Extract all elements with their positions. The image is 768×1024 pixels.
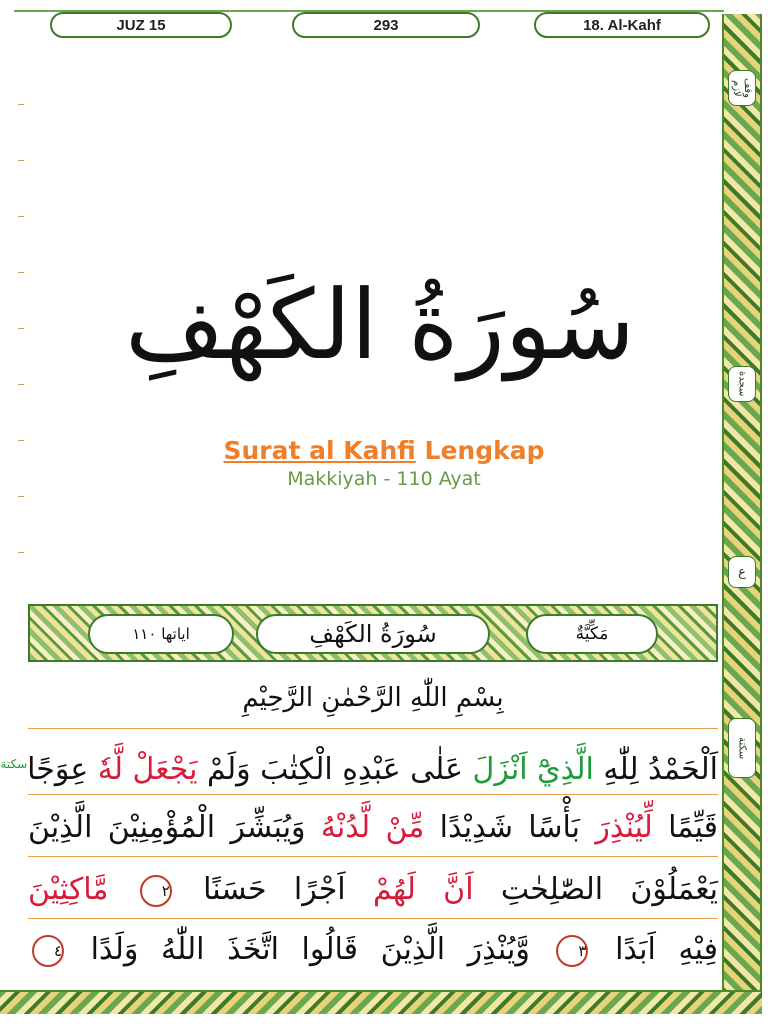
article-title [0, 436, 768, 465]
verse-text-tajweed: الَّذِيْٓ اَنْزَلَ [472, 752, 594, 787]
line-divider [28, 856, 718, 857]
banner-ayat-count: اياتها ١١٠ [88, 614, 234, 654]
verse-text-tajweed: يَجْعَلْ لَّهٗ [97, 752, 198, 787]
verse-line-4 [28, 922, 718, 978]
surah-subtitle: Makkiyah - 110 Ayat [287, 468, 481, 490]
surah-calligraphy-title: سُورَةُ الكَهْفِ [125, 269, 635, 381]
verse-text: اَلْحَمْدُ لِلّٰهِ [593, 752, 718, 787]
side-tab-ain[interactable]: ع [728, 556, 756, 588]
verse-text: قَيِّمًا [652, 810, 718, 845]
verse-text-tajweed: مَّاكِثِيْنَ [28, 872, 109, 907]
verse-text: اَجْرًا حَسَنًا [203, 872, 373, 907]
line-divider [28, 728, 718, 729]
verse-text: وَّيُنْذِرَ الَّذِيْنَ قَالُوا اتَّخَذَ اللّٰهُ وَلَدًا [90, 932, 530, 967]
side-tab-sajda[interactable]: سجدة [728, 366, 756, 402]
margin-tick [18, 104, 24, 105]
ornamental-bottom-border [0, 990, 762, 1014]
side-tab-saktah[interactable]: سكتة [728, 718, 756, 778]
juz-label: JUZ 15 [50, 12, 232, 38]
margin-tick [18, 328, 24, 329]
verse-line-1 [0, 736, 718, 792]
verse-text: عِوَجًا [27, 752, 98, 787]
verse-text-tajweed: مِّنْ لَّدُنْهُ [320, 810, 425, 845]
margin-tick [18, 496, 24, 497]
line-divider [28, 794, 718, 795]
margin-tick [18, 552, 24, 553]
ayah-number-marker: ٣ [556, 935, 588, 967]
ornamental-right-border [722, 14, 762, 1010]
margin-tick [18, 216, 24, 217]
verse-text: يَعْمَلُوْنَ الصّٰلِحٰتِ [473, 872, 719, 907]
verse-text-tajweed: لِّيُنْذِرَ [595, 810, 653, 845]
verse-line-2 [28, 800, 718, 856]
verse-line-3 [28, 862, 718, 918]
side-tab-waqf[interactable]: وقف لازم [728, 70, 756, 106]
line-divider [28, 918, 718, 919]
surah-label: 18. Al-Kahf [534, 12, 710, 38]
verse-text: عَلٰى عَبْدِهِ الْكِتٰبَ وَلَمْ [197, 752, 473, 787]
ayah-number-marker: ٢ [140, 875, 172, 907]
banner-makkiyah: مَكِّيَّةٌ [526, 614, 658, 654]
verse-text: بَأْسًا شَدِيْدًا [424, 810, 596, 845]
margin-tick [18, 384, 24, 385]
margin-tick [18, 160, 24, 161]
margin-tick [18, 272, 24, 273]
verse-text: فِيْهِ اَبَدًا [615, 932, 718, 967]
title-link[interactable]: Surat al Kahfi [223, 436, 416, 465]
ayah-number-marker: ٤ [32, 935, 64, 967]
surah-banner [28, 604, 718, 662]
basmala: بِسْمِ اللّٰهِ الرَّحْمٰنِ الرَّحِيْمِ [242, 683, 504, 713]
saktah-mark: سكتة [0, 757, 28, 771]
page-number: 293 [292, 12, 480, 38]
title-rest: Lengkap [415, 436, 545, 465]
verse-text-tajweed: اَنَّ لَهُمْ [372, 872, 474, 907]
verse-text: وَيُبَشِّرَ الْمُؤْمِنِيْنَ الَّذِيْنَ [28, 810, 321, 845]
banner-surah-name: سُورَةُ الكَهْفِ [256, 614, 490, 654]
